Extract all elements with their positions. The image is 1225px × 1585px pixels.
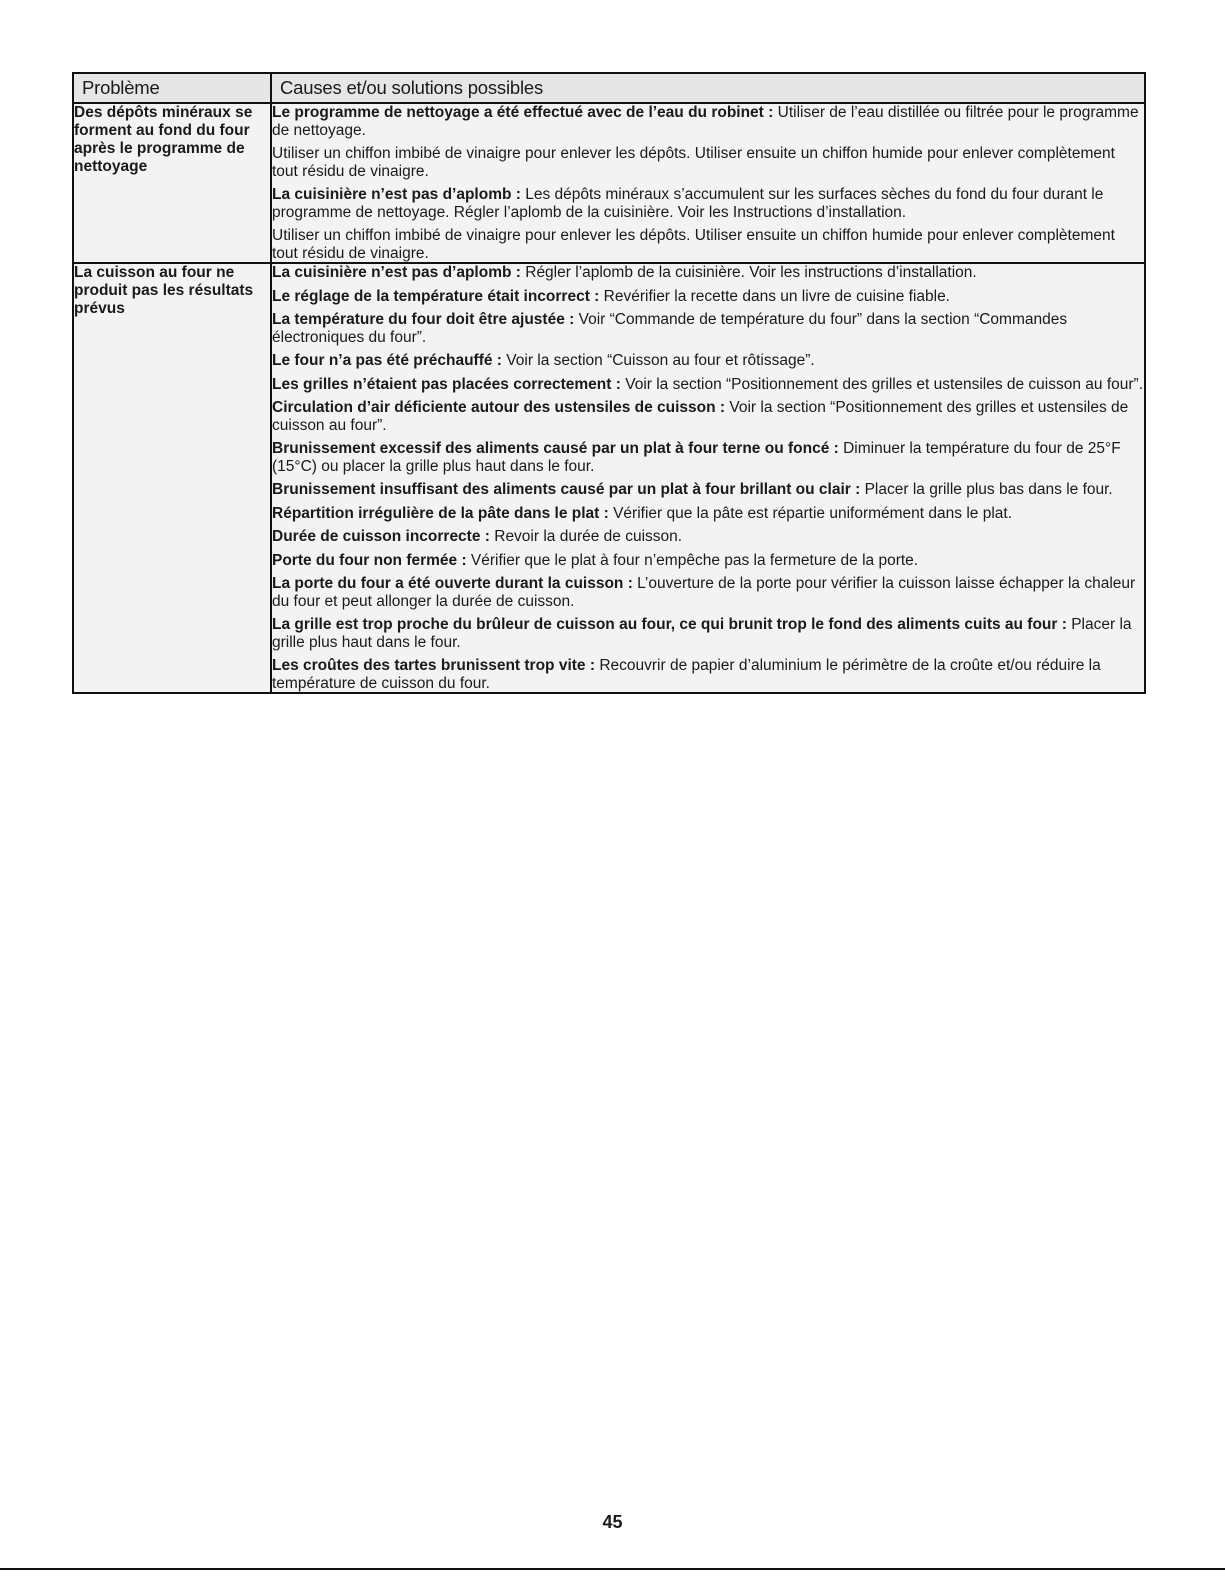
cause-item	[272, 481, 1144, 499]
cause-text: Régler l’aplomb de la cuisinière. Voir les instructions d’installation.	[520, 264, 977, 281]
cause-title: La cuisinière n’est pas d’aplomb :	[272, 264, 521, 281]
cause-title: La porte du four a été ouverte durant la cuisson :	[272, 575, 633, 592]
cause-item	[272, 528, 1144, 546]
cause-item	[272, 186, 1144, 221]
cause-item	[272, 440, 1144, 475]
cause-title: Brunissement excessif des aliments causé par un plat à four terne ou foncé :	[272, 440, 839, 457]
cause-item	[272, 104, 1144, 139]
header-causes: Causes et/ou solutions possibles	[271, 73, 1145, 103]
cause-title: La grille est trop proche du brûleur de cuisson au four, ce qui brunit trop le fond des aliments cuits au four :	[272, 616, 1067, 633]
cause-title: Durée de cuisson incorrecte :	[272, 528, 490, 545]
cause-item	[272, 616, 1144, 651]
cause-item	[272, 575, 1144, 610]
cause-text: Placer la grille plus bas dans le four.	[860, 481, 1113, 498]
cause-item	[272, 145, 1144, 180]
cause-item	[272, 352, 1144, 370]
cause-title: Les croûtes des tartes brunissent trop vite :	[272, 657, 596, 674]
problem-cell: Des dépôts minéraux se forment au fond du four après le programme de nettoyage	[73, 103, 271, 263]
cause-text: Voir la section “Cuisson au four et rôtissage”.	[501, 352, 815, 369]
cause-item	[272, 552, 1144, 570]
cause-title: Répartition irrégulière de la pâte dans le plat :	[272, 504, 609, 522]
cause-title: Brunissement insuffisant des aliments causé par un plat à four brillant ou clair :	[272, 481, 861, 498]
cause-item	[272, 505, 1144, 523]
causes-cell	[271, 103, 1145, 263]
table-row	[73, 263, 1145, 693]
cause-text: Utiliser un chiffon imbibé de vinaigre pour enlever les dépôts. Utiliser ensuite un chiffon humide pour enlever complètement tout résidu de vinaigre.	[272, 227, 1115, 262]
table-row	[73, 103, 1145, 263]
cause-title: Le programme de nettoyage a été effectué avec de l’eau du robinet :	[272, 104, 774, 121]
problem-cell: La cuisson au four ne produit pas les résultats prévus	[73, 263, 271, 693]
cause-title: Circulation d’air déficiente autour des ustensiles de cuisson :	[272, 399, 726, 416]
header-problem: Problème	[73, 73, 271, 103]
troubleshooting-table	[72, 72, 1146, 694]
page-bottom-rule	[0, 1568, 1225, 1570]
cause-item	[272, 657, 1144, 692]
table-header-row	[73, 73, 1145, 103]
cause-title: La cuisinière n’est pas d’aplomb :	[272, 186, 521, 203]
page-number: 45	[602, 1512, 623, 1532]
cause-text: Placer la grille plus haut dans le four.	[272, 616, 1132, 651]
cause-text: Recouvrir de papier d’aluminium le périmètre de la croûte et/ou réduire la température de cuisson du four.	[272, 657, 1101, 692]
cause-title: Porte du four non fermée :	[272, 551, 467, 569]
cause-item	[272, 399, 1144, 434]
cause-item	[272, 376, 1144, 394]
cause-text: Voir “Commande de température du four” dans la section “Commandes électroniques du four”.	[272, 311, 1068, 346]
cause-title: Le réglage de la température était incorrect :	[272, 287, 600, 305]
cause-text: Voir la section “Positionnement des grilles et ustensiles de cuisson au four”.	[620, 375, 1144, 393]
causes-cell	[271, 263, 1145, 693]
cause-title: Le four n’a pas été préchauffé :	[272, 352, 502, 369]
cause-text: Utiliser un chiffon imbibé de vinaigre pour enlever les dépôts. Utiliser ensuite un chiffon humide pour enlever complètement tout résidu de vinaigre.	[272, 145, 1115, 180]
cause-text: Vérifier que le plat à four n’empêche pas la fermeture de la porte.	[466, 551, 919, 569]
cause-text: Revoir la durée de cuisson.	[489, 528, 683, 545]
cause-text: Voir la section “Positionnement des grilles et ustensiles de cuisson au four”.	[272, 399, 1129, 434]
cause-text: Diminuer la température du four de 25°F (15°C) ou placer la grille plus haut dans le four.	[272, 440, 1121, 475]
cause-item	[272, 311, 1144, 346]
cause-text: Les dépôts minéraux s’accumulent sur les surfaces sèches du fond du four durant le programme de nettoyage. Régler l’aplomb de la cuisinière. Voir les Instructions d’installation.	[272, 186, 1104, 221]
cause-title: Les grilles n’étaient pas placées correctement :	[272, 375, 621, 393]
cause-title: La température du four doit être ajustée :	[272, 311, 575, 328]
cause-text: Vérifier que la pâte est répartie uniformément dans le plat.	[608, 504, 1013, 522]
cause-item	[272, 264, 1144, 282]
cause-item	[272, 288, 1144, 306]
cause-text: Revérifier la recette dans un livre de cuisine fiable.	[599, 287, 950, 305]
cause-text: Utiliser de l’eau distillée ou filtrée pour le programme de nettoyage.	[272, 104, 1139, 139]
cause-text: L’ouverture de la porte pour vérifier la cuisson laisse échapper la chaleur du four et peut allonger la durée de cuisson.	[272, 575, 1136, 610]
cause-item	[272, 227, 1144, 262]
